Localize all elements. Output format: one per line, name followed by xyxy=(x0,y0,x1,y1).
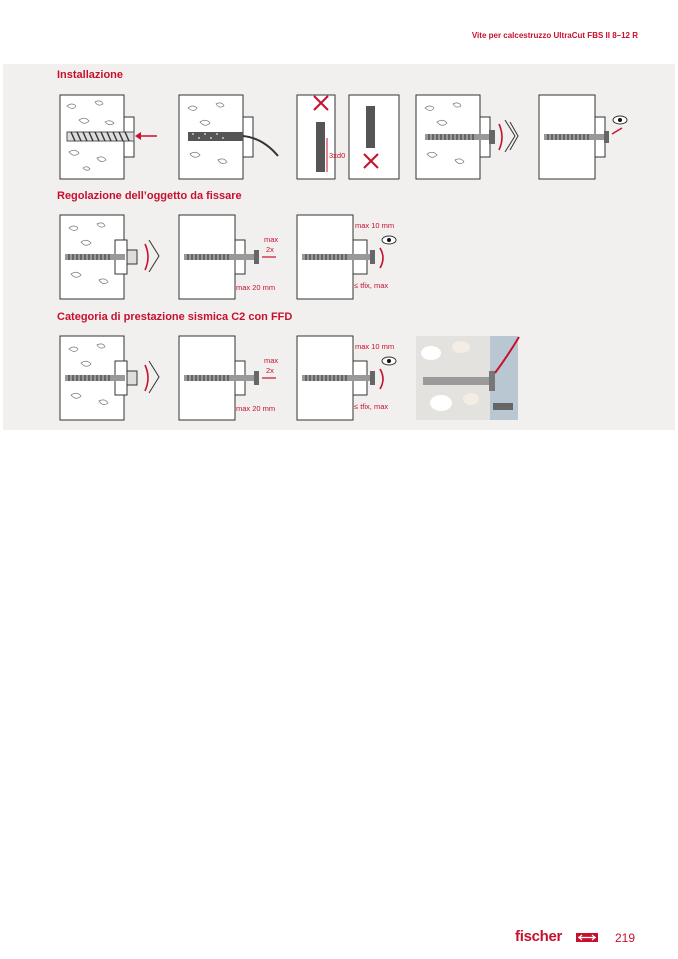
adjust-tfix-label: ≤ tfix, max xyxy=(354,281,389,290)
seismic-max10-label: max 10 mm xyxy=(355,342,395,351)
seismic-2x-label: 2x xyxy=(266,366,274,375)
step-drill-hole xyxy=(57,92,167,182)
seismic-step-unscrew xyxy=(57,333,167,423)
running-header: Vite per calcestruzzo UltraCut FBS II 8–12 R xyxy=(471,31,638,40)
adjust-max10-label: max 10 mm xyxy=(355,221,395,230)
adjust-max20-label: max 20 mm xyxy=(236,283,276,292)
section-title-adjustment: Regolazione dell’oggetto da fissare xyxy=(57,190,242,202)
seismic-max-label: max xyxy=(264,356,279,365)
step-hole-depth xyxy=(294,92,404,182)
fischer-logo-badge xyxy=(576,933,598,942)
seismic-step-distance xyxy=(176,333,286,423)
adjust-step-unscrew xyxy=(57,212,167,302)
section-title-seismic: Categoria di prestazione sismica C2 con FFD xyxy=(57,311,293,323)
page-number: 219 xyxy=(615,931,636,945)
step-set-screw xyxy=(413,92,523,182)
step-clean-hole xyxy=(176,92,286,182)
seismic-filling-photo xyxy=(413,333,523,423)
depth-label: 3xd0 xyxy=(329,151,346,160)
section-title-installation: Installazione xyxy=(57,69,124,81)
step-check-screw xyxy=(536,92,646,182)
seismic-tfix-label: ≤ tfix, max xyxy=(354,402,389,411)
seismic-step-retighten xyxy=(294,333,404,423)
adjust-max-label: max xyxy=(264,235,279,244)
seismic-max20-label: max 20 mm xyxy=(236,404,276,413)
fischer-logo: fischer xyxy=(515,928,563,945)
adjust-2x-label: 2x xyxy=(266,245,274,254)
adjust-step-retighten xyxy=(294,212,404,302)
adjust-step-distance xyxy=(176,212,286,302)
